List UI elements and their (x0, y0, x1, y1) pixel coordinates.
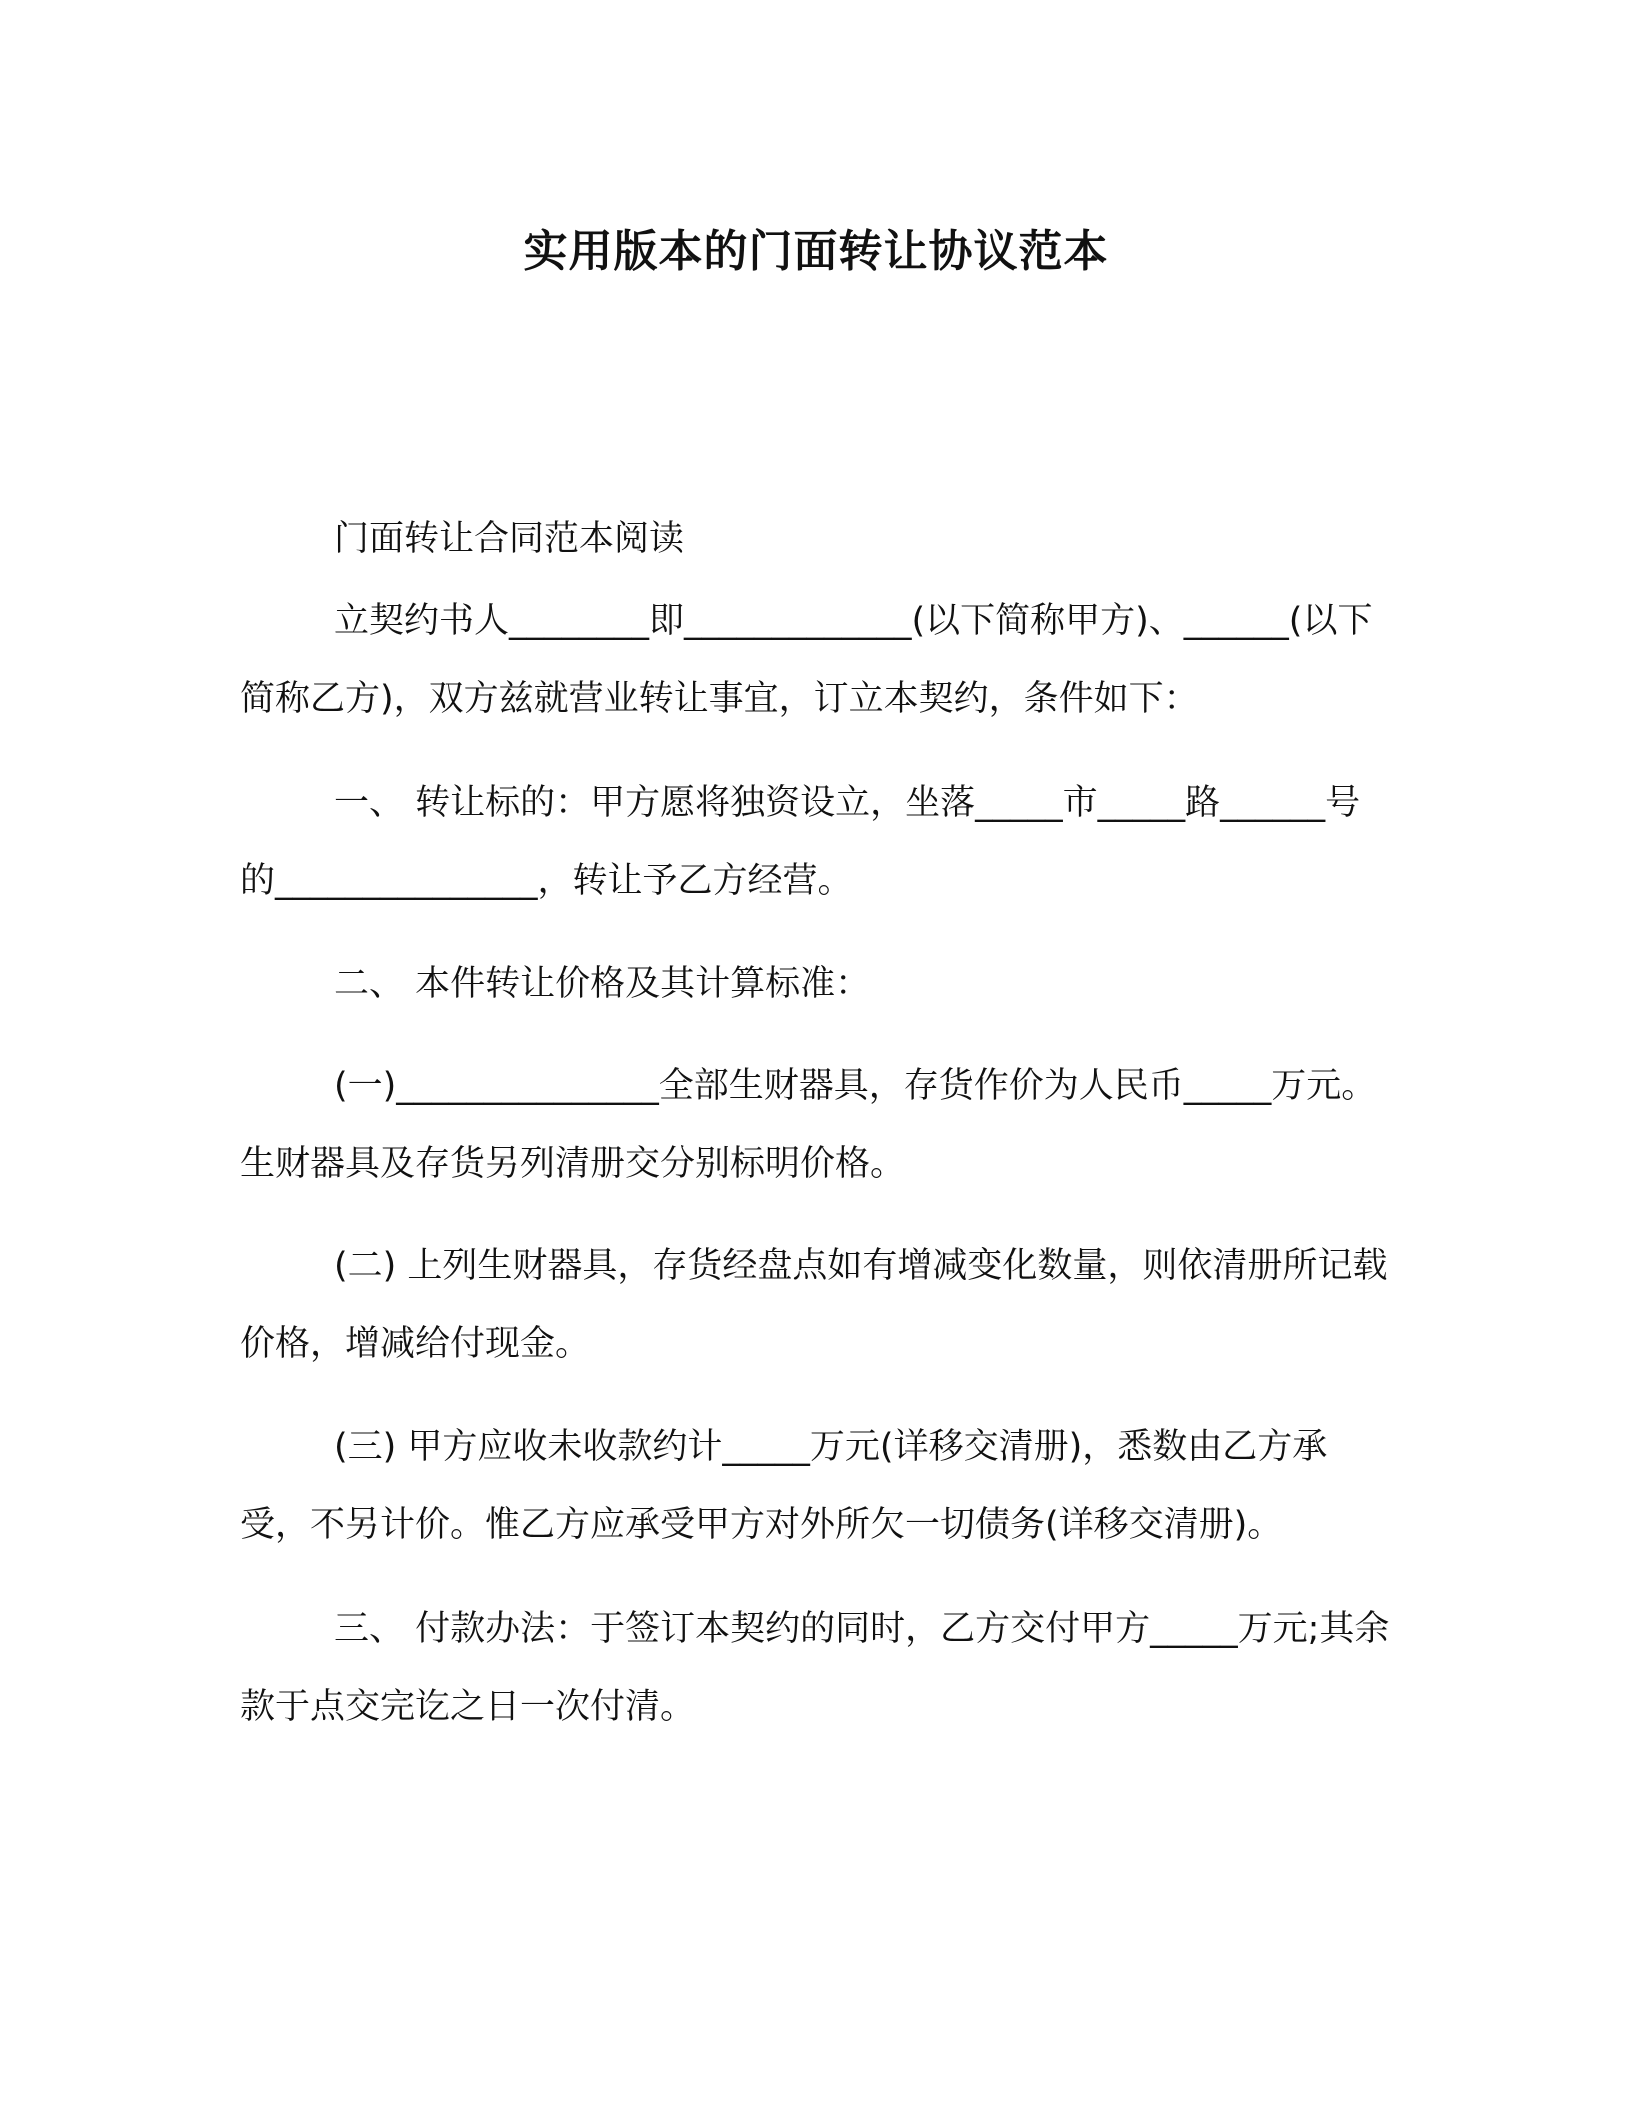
paragraph-parties: 立契约书人________即_____________(以下简称甲方)、______(以下简称乙方)，双方兹就营业转让事宜，订立本契约，条件如下： (240, 601, 1373, 719)
paragraph-article-3: 三、 付款办法：于签订本契约的同时，乙方交付甲方_____万元;其余款于点交完讫之日一次付清。 (240, 1609, 1390, 1727)
paragraph-article-1: 一、 转让标的：甲方愿将独资设立，坐落_____市_____路______号的_______________，转让予乙方经营。 (240, 783, 1361, 901)
document-title: 实用版本的门面转让协议范本 (523, 226, 1109, 277)
paragraph-article-2-item-1: (一)_______________全部生财器具，存货作价为人民币_____万元。生财器具及存货另列清册交分别标明价格。 (240, 1066, 1377, 1184)
document-subtitle: 门面转让合同范本阅读 (334, 519, 685, 559)
paragraph-article-2: 二、 本件转让价格及其计算标准： (334, 964, 871, 1004)
paragraph-article-2-item-2: (二) 上列生财器具，存货经盘点如有增减变化数量，则依清册所记载价格，增减给付现金。 (240, 1246, 1388, 1364)
paragraph-article-2-item-3: (三) 甲方应收未收款约计_____万元(详移交清册)，悉数由乙方承受，不另计价。惟乙方应承受甲方对外所欠一切债务(详移交清册)。 (240, 1427, 1328, 1545)
